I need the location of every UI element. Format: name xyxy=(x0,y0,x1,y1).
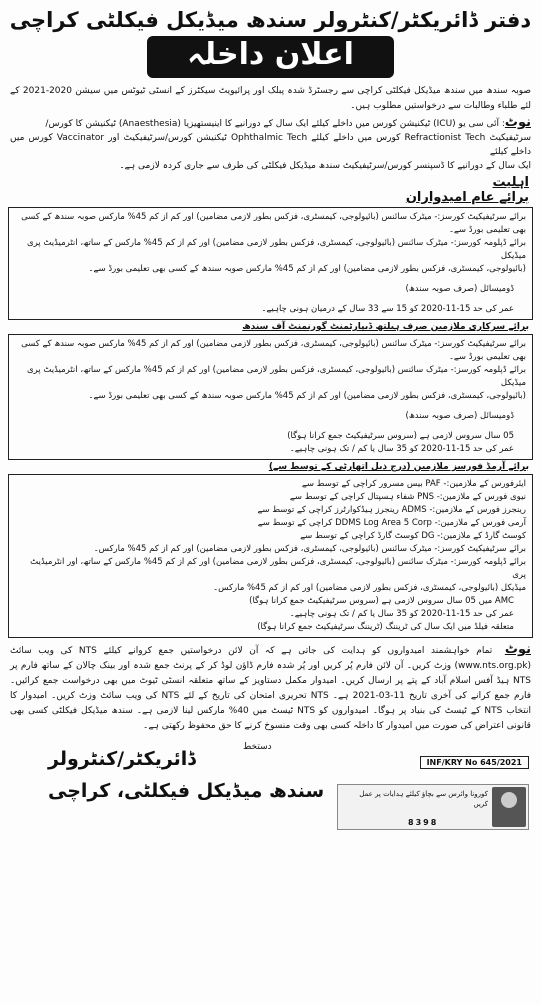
nts-note-text: تمام خواہشمند امیدواروں کو ہدایت کی جاتی ہے کہ آن لائن درخواستیں جمع کروانے کیلئے NTS کی ویب سائٹ (www.nts.org.pk) وزٹ کریں۔ آن لائن فارم پُر کریں اور پُر شدہ فارم ڈاؤن لوڈ کر کے پرنٹ جمع شدہ اور بینک چالان کے ساتھ فارم پر NTS ہیڈ آفس اسلام آباد کے پتے پر ارسال کریں۔ امیدوار مکمل دستاویز کے ساتھ متعلقہ انسٹی ٹیوٹ میں بھی درخواست جمع کرائیں۔ فارم جمع کرانے کی آخری تاریخ 11-03-2021 ہے۔ NTS تحریری امتحان کی تاریخ کے لئے NTS کی ویب سائٹ وزٹ کریں۔ امیدوار کا انتخاب NTS کے ٹیسٹ کی بنیاد پر ہوگا۔ امیدواروں کو NTS ٹیسٹ میں 40% مارکس لینا لازمی ہے۔ سندھ میڈیکل فیکلٹی کسی بھی قانونی اعتراض کی صورت میں امیدوار کا داخلہ کسی بھی وقت منسوخ کرنے کا حق محفوظ رکھتی ہے۔ xyxy=(10,646,532,731)
govt-eligibility-box xyxy=(8,334,533,460)
general-row-2: برائے ڈپلومہ کورسز:- میٹرک سائنس (بائیولوجی، کیمسٹری، فزکس بطور لازمی مضامین) اور کم از کم 45% مارکس کے ساتھ، انٹرمیڈیٹ پری میڈیکل xyxy=(26,238,526,261)
awareness-strip-text: کورونا وائرس سے بچاؤ کیلئے ہدایات پر عمل کریں xyxy=(359,790,488,808)
armed-row-9: AMC میں 05 سال سروس لازمی ہے (سروس سرٹیفیکیٹ جمع کرانا ہوگا) xyxy=(249,596,514,606)
armed-row-7: برائے ڈپلومہ کورسز:- میٹرک سائنس (بائیولوجی، کیمسٹری، فزکس بطور لازمی مضامین) اور کم از کم 45% مارکس کے ساتھ، اور انٹرمیڈیٹ پری xyxy=(30,557,526,580)
signed-label: دستخط xyxy=(243,742,272,752)
note-block xyxy=(8,116,533,173)
govt-row-4: ڈومیسائل (صرف صوبہ سندھ) xyxy=(405,411,514,421)
portrait-image xyxy=(492,787,526,827)
note-line-3: ایک سال کے دورانیے کا ڈسپنسر کورس/سرٹیفیکیٹ سندھ میڈیکل فیکلٹی کی طرف سے جاری کردہ لازمی ہے۔ xyxy=(119,161,531,171)
govt-row-6: عمر کی حد 15-11-2020 کو 35 سال یا کم / تک ہونی چاہیے۔ xyxy=(289,444,514,454)
govt-row-3: (بائیولوجی، کیمسٹری، فزکس بطور لازمی مضامین) اور کم از کم 45% مارکس صوبہ سندھ کے کسی بھی تعلیمی بورڈ سے۔ xyxy=(88,391,526,401)
govt-row-2: برائے ڈپلومہ کورسز:- میٹرک سائنس (بائیولوجی، کیمسٹری، فزکس بطور لازمی مضامین) اور کم از کم 45% مارکس کے ساتھ، انٹرمیڈیٹ پری میڈیکل xyxy=(26,365,526,388)
armed-row-2: نیوی فورس کے ملازمین:- PNS شفاء ہسپتال کراچی کے توسط سے xyxy=(289,492,526,502)
general-row-5: عمر کی حد 15-11-2020 کو 15 سے 33 سال کے درمیان ہونی چاہیے۔ xyxy=(261,304,514,314)
eligibility-title: اہلیت xyxy=(492,175,529,190)
nts-note-label: نوٹ xyxy=(504,642,532,657)
note-line-2: سرٹیفیکیٹ Refractionist Tech کورس میں داخلے کیلئے Ophthalmic Tech ٹیکنیشن کورس/سرٹیفیکیٹ اور Vaccinator کورس میں داخلے کیلئے xyxy=(10,133,531,157)
general-row-4: ڈومیسائل (صرف صوبہ سندھ) xyxy=(405,284,514,294)
armed-row-5: کوسٹ گارڈ کے ملازمین:- DG کوسٹ گارڈ کراچی کے توسط سے xyxy=(300,531,526,541)
banner-wrap xyxy=(8,36,533,78)
general-eligibility-box xyxy=(8,207,533,320)
note-text-1: آئی سی یو (ICU) ٹیکنیشن کورس میں داخلے کیلئے ایک سال کے دورانیے کا اینیستھیزیا (Anaesthesia) ٹیکنیشن کا کورس/ xyxy=(45,119,499,129)
signatory-title: ڈائریکٹر/کنٹرولر xyxy=(48,748,196,770)
armed-row-11: متعلقہ فیلڈ میں ایک سال کی ٹریننگ (ٹریننگ سرٹیفیکیٹ جمع کرانا ہوگا) xyxy=(257,622,514,632)
armed-eligibility-box xyxy=(8,474,533,638)
awareness-strip xyxy=(337,784,529,830)
reference-number: INF/KRY No 645/2021 xyxy=(420,756,529,769)
nts-note xyxy=(10,642,531,734)
govt-employees-title: برائے سرکاری ملازمین صرف ہیلتھ ڈیپارٹمنٹ گورنمنٹ آف سندھ xyxy=(242,322,529,332)
office-title: دفتر ڈائریکٹر/کنٹرولر سندھ میڈیکل فیکلٹی کراچی xyxy=(9,8,532,32)
signatory-subtitle: سندھ میڈیکل فیکلٹی، کراچی xyxy=(48,780,325,802)
signature-area xyxy=(8,738,533,830)
armed-row-6: برائے سرٹیفیکیٹ کورسز:- میٹرک سائنس (بائیولوجی، کیمسٹری، فزکس بطور لازمی مضامین) اور کم از کم 45% مارکس۔ xyxy=(93,544,526,554)
armed-row-10: عمر کی حد 15-11-2020 کو 35 سال یا کم / تک ہونی چاہیے۔ xyxy=(289,609,514,619)
general-row-3: (بائیولوجی، کیمسٹری، فزکس بطور لازمی مضامین) اور کم از کم 45% مارکس صوبہ سندھ کے کسی بھی تعلیمی بورڈ سے۔ xyxy=(88,264,526,274)
general-candidates-title: برائے عام امیدواران xyxy=(405,190,529,205)
intro-paragraph: صوبہ سندھ میں سندھ میڈیکل فیکلٹی کراچی سے رجسٹرڈ شدہ پبلک اور پرائیویٹ سیکٹرز کے انسٹی ٹیوٹس میں سیشن 2020-2021 کے لئے طلباء وطالبات سے درخواستیں مطلوب ہیں۔ xyxy=(10,86,532,111)
govt-row-5: 05 سال سروس لازمی ہے (سروس سرٹیفیکیٹ جمع کرانا ہوگا) xyxy=(287,431,514,441)
armed-row-1: ایئرفورس کے ملازمین:- PAF بیس مسرور کراچی کے توسط سے xyxy=(301,479,526,489)
armed-forces-title: برائے آرمڈ فورسز ملازمین (درج ذیل اتھارٹی کے توسط سے) xyxy=(268,462,529,472)
note-line-1: نوٹ: آئی سی یو (ICU) ٹیکنیشن کورس میں داخلے کیلئے ایک سال کے دورانیے کا اینیستھیزیا (Anaesthesia) ٹیکنیشن کا کورس/ xyxy=(45,115,531,130)
armed-row-4: آرمی فورس کے ملازمین:- DDMS Log Area 5 Corp کراچی کے توسط سے xyxy=(257,518,526,528)
awareness-strip-code: 8398 xyxy=(408,818,439,827)
admission-banner: اعلان داخلہ xyxy=(147,36,394,78)
note-label: نوٹ xyxy=(504,115,531,130)
govt-row-1: برائے سرٹیفیکیٹ کورسز:- میٹرک سائنس (بائیولوجی، کیمسٹری، فزکس بطور لازمی مضامین) اور کم از کم 45% مارکس صوبہ سندھ کے کسی بھی تعلیمی بورڈ سے۔ xyxy=(21,339,526,362)
armed-row-8: میڈیکل (بائیولوجی، کیمسٹری، فزکس بطور لازمی مضامین) اور کم از کم 45% مارکس۔ xyxy=(213,583,526,593)
general-row-1: برائے سرٹیفیکیٹ کورسز:- میٹرک سائنس (بائیولوجی، کیمسٹری، فزکس بطور لازمی مضامین) اور کم از کم 45% مارکس صوبہ سندھ کے کسی بھی تعلیمی بورڈ سے۔ xyxy=(21,212,526,235)
armed-row-3: رینجرز فورس کے ملازمین:- ADMS رینجرز ہیڈکوارٹرز کراچی کے توسط سے xyxy=(257,505,526,515)
